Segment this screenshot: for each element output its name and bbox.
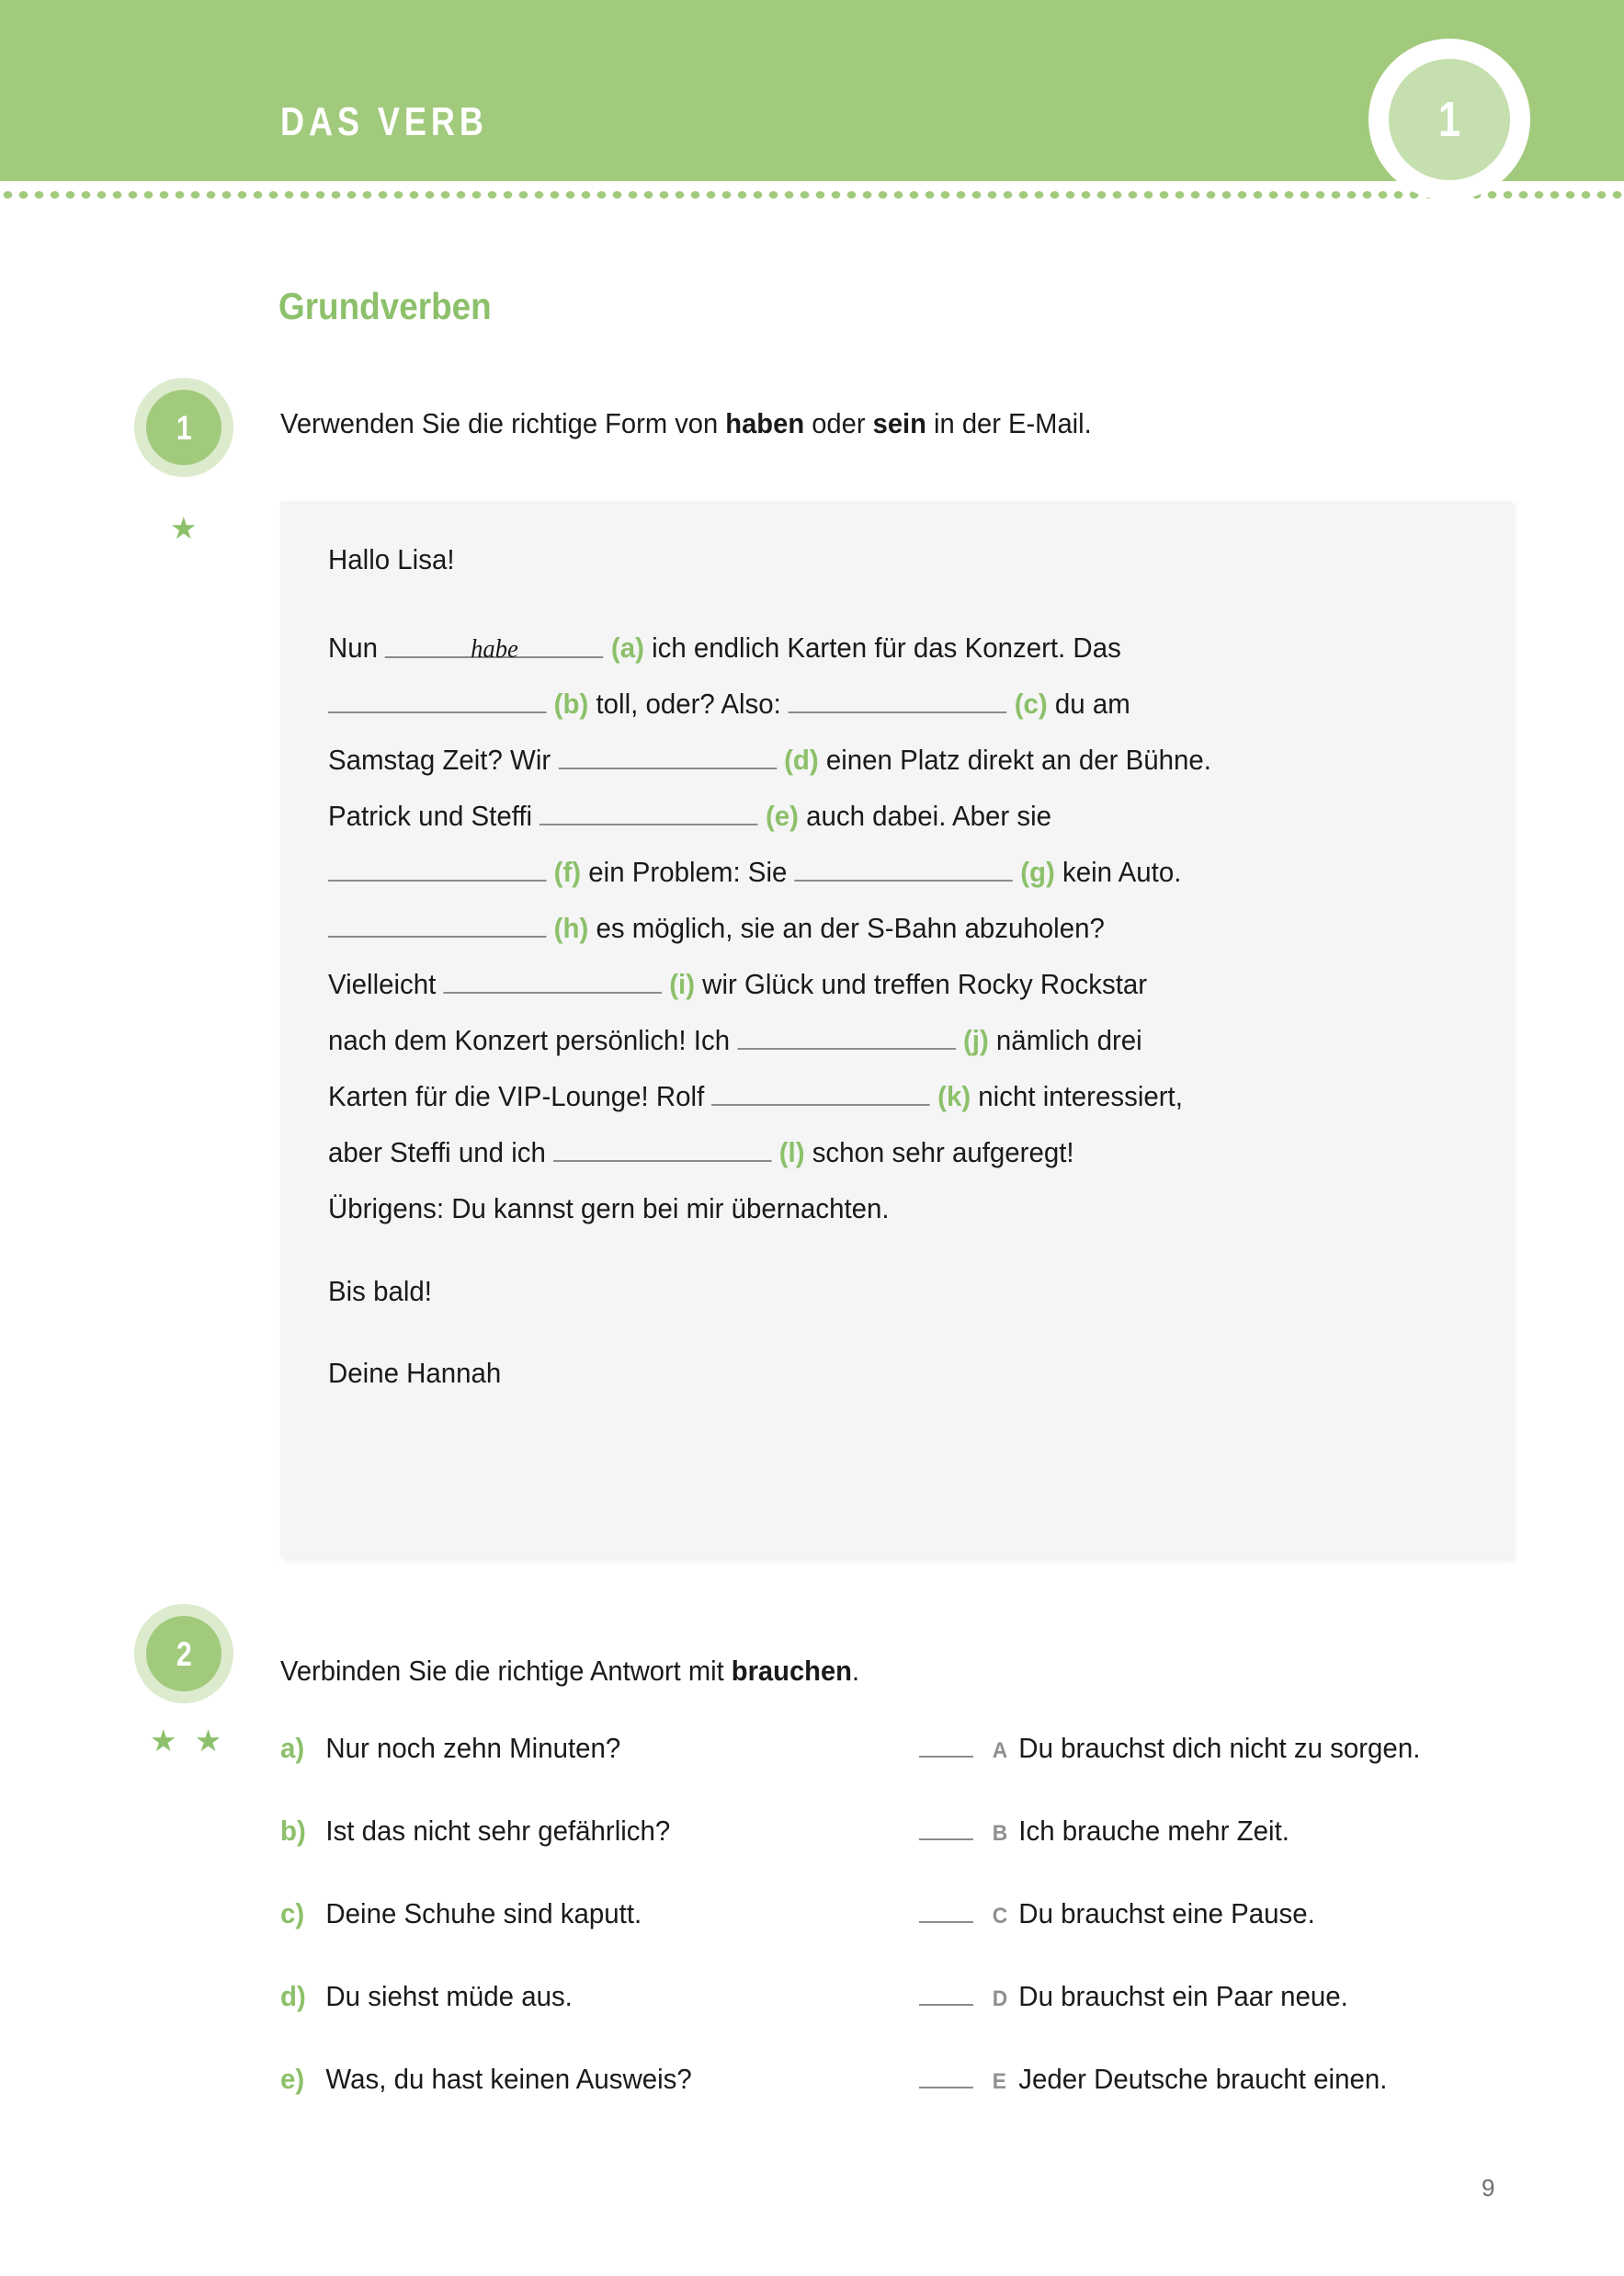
email-line bbox=[328, 627, 1426, 668]
matching-right-item-A[interactable] bbox=[919, 1732, 1420, 1765]
matching-left-item-c[interactable] bbox=[280, 1897, 642, 1930]
email-blank-label: (g) bbox=[1013, 856, 1055, 888]
matching-right-letter: A bbox=[992, 1738, 1008, 1763]
email-static-text: Patrick und Steffi bbox=[328, 800, 540, 832]
email-static-text: Karten für die VIP-Lounge! Rolf bbox=[328, 1080, 712, 1112]
matching-right-letter: B bbox=[992, 1821, 1008, 1846]
chapter-badge bbox=[1368, 39, 1530, 200]
page-title: DAS VERB bbox=[280, 99, 488, 144]
matching-right-text: Ich brauche mehr Zeit. bbox=[1018, 1815, 1289, 1847]
email-blank-empty[interactable] bbox=[328, 908, 547, 938]
email-static-text: nicht interessiert, bbox=[971, 1080, 1183, 1112]
exercise-2-difficulty-stars: ★ ★ bbox=[150, 1724, 227, 1758]
email-line bbox=[328, 907, 1426, 949]
matching-right-item-B[interactable] bbox=[919, 1815, 1289, 1848]
matching-right-text: Jeder Deutsche braucht einen. bbox=[1018, 2063, 1388, 2095]
instruction-2-text-pre: Verbinden Sie die richtige Antwort mit bbox=[280, 1655, 732, 1687]
instruction-bold-sein: sein bbox=[872, 407, 926, 439]
email-exercise-box bbox=[280, 501, 1512, 1558]
section-heading: Grundverben bbox=[278, 285, 492, 327]
email-static-text: aber Steffi und ich bbox=[328, 1136, 554, 1168]
matching-right-item-E[interactable] bbox=[919, 2063, 1387, 2096]
email-blank-label: (b) bbox=[546, 688, 589, 720]
matching-left-text: Deine Schuhe sind kaputt. bbox=[325, 1897, 642, 1929]
matching-left-text: Was, du hast keinen Ausweis? bbox=[325, 2063, 692, 2095]
email-blank-label: (h) bbox=[546, 912, 589, 944]
matching-right-text: Du brauchst eine Pause. bbox=[1018, 1897, 1315, 1929]
matching-left-item-d[interactable] bbox=[280, 1980, 573, 2013]
exercise-1-badge bbox=[134, 378, 233, 477]
matching-left-letter: c) bbox=[280, 1897, 305, 1929]
email-blank-empty[interactable] bbox=[795, 852, 1013, 882]
exercise-1-difficulty-stars: ★ bbox=[170, 511, 202, 545]
email-blank-label: (j) bbox=[955, 1024, 989, 1056]
email-line bbox=[328, 795, 1426, 836]
matching-left-text: Nur noch zehn Minuten? bbox=[325, 1732, 621, 1764]
exercise-1-instruction bbox=[280, 407, 1092, 440]
email-line bbox=[328, 1188, 1426, 1229]
email-static-text: kein Auto. bbox=[1054, 856, 1182, 888]
matching-answer-blank[interactable] bbox=[919, 1815, 973, 1840]
email-static-text: du am bbox=[1047, 688, 1130, 720]
email-blank-label: (d) bbox=[776, 744, 819, 776]
email-static-text: Nun bbox=[328, 632, 386, 664]
exercise-2-badge bbox=[134, 1604, 233, 1703]
matching-answer-blank[interactable] bbox=[919, 1732, 973, 1758]
email-static-text: Vielleicht bbox=[328, 968, 444, 1000]
email-blank-empty[interactable] bbox=[328, 684, 547, 713]
email-line bbox=[328, 1075, 1426, 1117]
email-static-text: es möglich, sie an der S-Bahn abzuholen? bbox=[588, 912, 1105, 944]
page-number: 9 bbox=[1482, 2174, 1495, 2202]
matching-answer-blank[interactable] bbox=[919, 1897, 973, 1923]
matching-right-item-C[interactable] bbox=[919, 1897, 1315, 1930]
dotted-divider bbox=[0, 188, 1624, 201]
matching-right-letter: C bbox=[992, 1904, 1008, 1929]
matching-left-letter: e) bbox=[280, 2063, 305, 2095]
instruction-text-post: in der E-Mail. bbox=[926, 407, 1092, 439]
email-static-text: ich endlich Karten für das Konzert. Das bbox=[643, 632, 1121, 664]
email-signature: Deine Hannah bbox=[328, 1357, 502, 1389]
instruction-2-text-post: . bbox=[851, 1655, 860, 1687]
matching-left-item-e[interactable] bbox=[280, 2063, 692, 2096]
exercise-2-badge-inner bbox=[146, 1616, 221, 1691]
email-blank-label: (c) bbox=[1006, 688, 1048, 720]
email-static-text: Samstag Zeit? Wir bbox=[328, 744, 559, 776]
instruction-text-mid: oder bbox=[804, 407, 873, 439]
email-static-text: einen Platz direkt an der Bühne. bbox=[818, 744, 1211, 776]
email-line bbox=[328, 1019, 1426, 1061]
instruction-bold-haben: haben bbox=[725, 407, 805, 439]
email-static-text: Übrigens: Du kannst gern bei mir übernachten. bbox=[328, 1192, 890, 1224]
email-static-text: auch dabei. Aber sie bbox=[798, 800, 1052, 832]
matching-right-letter: D bbox=[992, 1986, 1008, 2011]
matching-right-letter: E bbox=[992, 2069, 1007, 2094]
email-line bbox=[328, 739, 1426, 780]
email-blank-label: (e) bbox=[757, 800, 799, 832]
matching-answer-blank[interactable] bbox=[919, 1980, 973, 2006]
email-blank-empty[interactable] bbox=[789, 684, 1006, 713]
email-static-text: nämlich drei bbox=[988, 1024, 1142, 1056]
matching-left-letter: d) bbox=[280, 1980, 306, 2012]
email-line bbox=[328, 683, 1426, 724]
email-body bbox=[328, 545, 1484, 1387]
email-blank-empty[interactable] bbox=[737, 1020, 956, 1050]
email-static-text: wir Glück und treffen Rocky Rockstar bbox=[695, 968, 1148, 1000]
email-line bbox=[328, 1132, 1426, 1173]
email-gap-fill-lines bbox=[328, 627, 1484, 1229]
instruction-2-bold-brauchen: brauchen bbox=[731, 1655, 852, 1687]
email-static-text: toll, oder? Also: bbox=[588, 688, 789, 720]
email-blank-empty[interactable] bbox=[444, 964, 663, 994]
email-blank-empty[interactable] bbox=[328, 852, 547, 882]
matching-right-text: Du brauchst ein Paar neue. bbox=[1018, 1980, 1348, 2012]
matching-left-item-b[interactable] bbox=[280, 1815, 670, 1848]
email-static-text: schon sehr aufgeregt! bbox=[804, 1136, 1074, 1168]
exercise-1-badge-inner bbox=[146, 390, 221, 465]
email-greeting: Hallo Lisa! bbox=[328, 543, 455, 575]
instruction-text-pre: Verwenden Sie die richtige Form von bbox=[280, 407, 726, 439]
matching-left-letter: a) bbox=[280, 1732, 305, 1764]
exercise-2-number: 2 bbox=[176, 1634, 192, 1673]
email-line bbox=[328, 851, 1426, 893]
exercise-1-number: 1 bbox=[176, 408, 192, 447]
chapter-number: 1 bbox=[1437, 92, 1461, 147]
email-blank-label: (f) bbox=[546, 856, 582, 888]
matching-right-item-D[interactable] bbox=[919, 1980, 1348, 2013]
email-static-text: nach dem Konzert persönlich! Ich bbox=[328, 1024, 738, 1056]
matching-left-item-a[interactable] bbox=[280, 1732, 620, 1765]
email-blank-label: (a) bbox=[603, 632, 644, 664]
email-blank-empty[interactable] bbox=[558, 740, 777, 769]
matching-left-text: Ist das nicht sehr gefährlich? bbox=[325, 1815, 671, 1847]
email-blank-label: (l) bbox=[771, 1136, 805, 1168]
matching-left-letter: b) bbox=[280, 1815, 306, 1847]
matching-left-text: Du siehst müde aus. bbox=[325, 1980, 573, 2012]
matching-answer-blank[interactable] bbox=[919, 2063, 973, 2088]
email-blank-empty[interactable] bbox=[553, 1132, 772, 1162]
email-line bbox=[328, 963, 1426, 1005]
email-blank-empty[interactable] bbox=[539, 796, 758, 825]
email-static-text: ein Problem: Sie bbox=[581, 856, 795, 888]
matching-right-text: Du brauchst dich nicht zu sorgen. bbox=[1018, 1732, 1421, 1764]
email-blank-filled[interactable]: habe bbox=[385, 629, 604, 658]
email-blank-label: (k) bbox=[929, 1080, 971, 1112]
email-blank-empty[interactable] bbox=[711, 1076, 929, 1106]
exercise-2-instruction bbox=[280, 1655, 859, 1688]
email-blank-label: (i) bbox=[662, 968, 695, 1000]
email-closing: Bis bald! bbox=[328, 1275, 432, 1307]
chapter-badge-inner bbox=[1389, 59, 1510, 180]
